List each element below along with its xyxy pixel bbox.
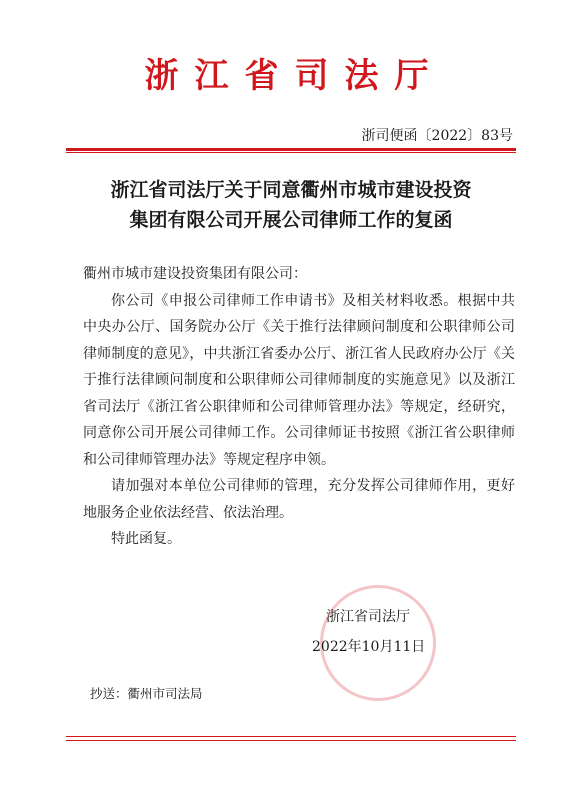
signature-date: 2022年10月11日 <box>312 639 426 655</box>
closing-line: 特此函复。 <box>111 531 181 547</box>
footer-divider <box>66 736 516 737</box>
salutation: 衢州市城市建设投资集团有限公司： <box>83 266 307 282</box>
document-title <box>66 175 516 235</box>
document-title-line1: 浙江省司法厅关于同意衢州市城市建设投资 <box>110 179 472 201</box>
document-title-line2: 集团有限公司开展公司律师工作的复函 <box>129 209 453 231</box>
cc-line: 抄送：衢州市司法局 <box>90 686 203 701</box>
letterhead-title: 浙江省司法厅 <box>144 56 445 96</box>
body-paragraph-1: 你公司《申报公司律师工作申请书》及相关材料收悉。根据中共中央办公厅、国务院办公厅《关于推行法律顾问制度和公职律师公司律师制度的意见》，中共浙江省委办公厅、浙江省人民政府办公厅《关于推行法律顾问制度和公职律师公司律师制度的实施意见》以及浙江省司法厅《浙江省公职律师和公司律师管理办法》等规定，经研究，同意你公司开展公司律师工作。公司律师证书按照《浙江省公职律师和公司律师管理办法》等规定程序申领。 <box>83 292 515 468</box>
header-divider <box>66 148 516 151</box>
document-number: 浙司便函〔2022〕83号 <box>361 128 513 144</box>
footer-divider-2 <box>66 740 516 741</box>
document-body <box>83 261 515 553</box>
body-paragraph-2: 请加强对本单位公司律师的管理，充分发挥公司律师作用，更好地服务企业依法经营、依法治理。 <box>83 478 515 521</box>
header-divider-thin <box>66 152 516 153</box>
signature-org: 浙江省司法厅 <box>326 609 410 625</box>
